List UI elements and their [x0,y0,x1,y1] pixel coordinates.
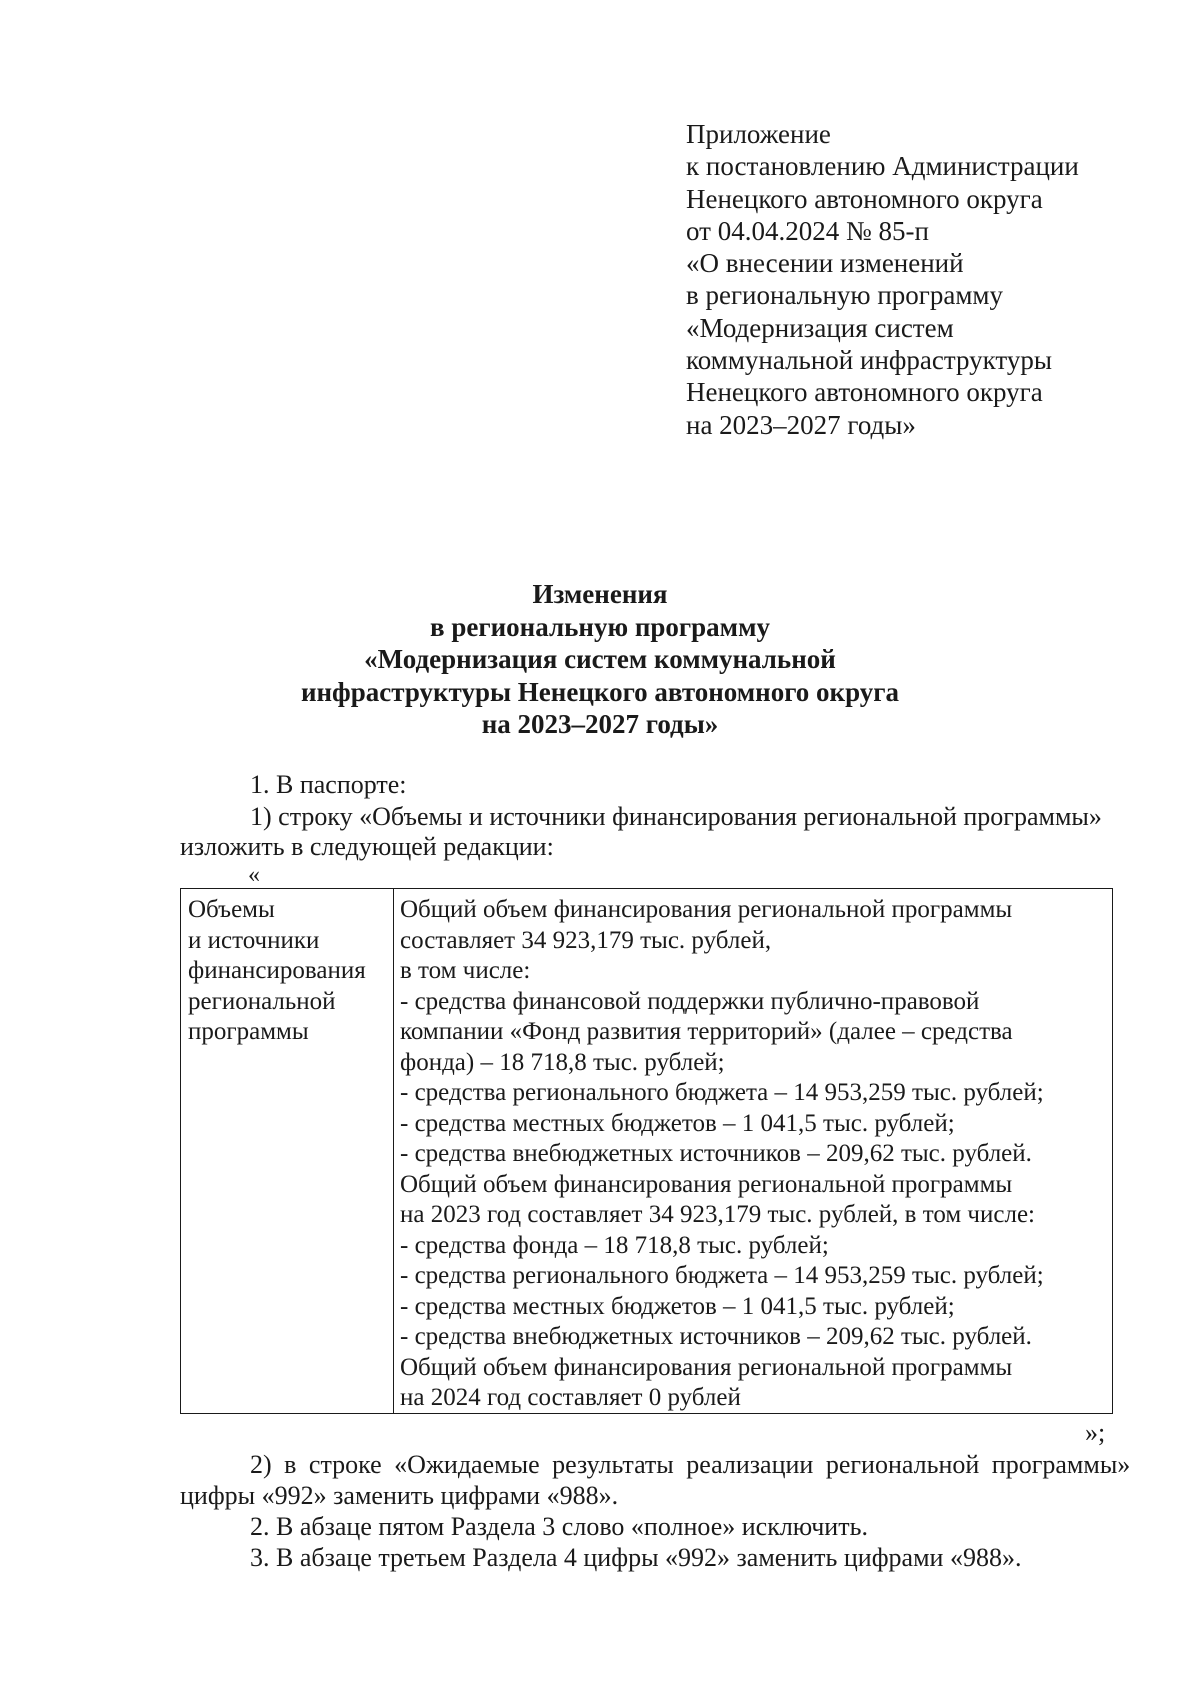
opening-quote: « [248,862,260,888]
content-line: - средства местных бюджетов – 1 041,5 тыс. рублей; [400,1109,955,1137]
content-line: на 2023 год составляет 34 923,179 тыс. рублей, в том числе: [400,1201,1035,1228]
content-line: - средства регионального бюджета – 14 953,259 тыс. рублей; [400,1079,1044,1106]
appendix-line: «О внесении изменений [686,248,964,279]
title-line: «Модернизация систем коммунальной [364,644,836,674]
content-line: Общий объем финансирования региональной программы [400,1170,1013,1198]
closing-quote: »; [1085,1418,1106,1447]
item1-sub1-line2: изложить в следующей редакции: [180,832,554,861]
item1-sub1-line1: 1) строку «Объемы и источники финансирования региональной программы» [250,802,1102,831]
appendix-line: коммунальной инфраструктуры [686,345,1052,376]
table-content-cell [400,895,1110,1414]
content-line: на 2024 год составляет 0 рублей [400,1384,741,1411]
title-line: Изменения [532,579,668,609]
appendix-line: на 2023–2027 годы» [686,409,916,440]
appendix-header [686,118,1166,441]
label-line: региональной [188,987,336,1015]
appendix-line: в региональную программу [686,280,1004,311]
title-line: на 2023–2027 годы» [481,709,719,739]
passport-table [180,888,1113,1414]
content-line: - средства местных бюджетов – 1 041,5 тыс. рублей; [400,1292,955,1320]
content-line: - средства финансовой поддержки публично-правовой [400,987,980,1015]
content-line: - средства фонда – 18 718,8 тыс. рублей; [400,1231,829,1259]
item2-paragraph: 2. В абзаце пятом Раздела 3 слово «полное» исключить. [250,1512,868,1541]
item1-sub2-line2: цифры «992» заменить цифрами «988». [180,1481,619,1510]
appendix-line: Ненецкого автономного округа [686,183,1043,214]
item3-paragraph: 3. В абзаце третьем Раздела 4 цифры «992» заменить цифрами «988». [250,1543,1022,1572]
table-label-cell [188,895,388,1048]
appendix-line: «Модернизация систем [686,312,954,343]
appendix-line: от 04.04.2024 № 85-п [686,215,929,246]
title-line: в региональную программу [430,611,770,642]
label-line: Объемы [188,896,275,923]
content-line: Общий объем финансирования региональной программы [400,1353,1013,1381]
content-line: составляет 34 923,179 тыс. рублей, [400,926,772,954]
label-line: и источники [188,926,320,954]
appendix-line: Ненецкого автономного округа [686,377,1043,408]
content-line: Общий объем финансирования региональной программы [400,896,1013,923]
appendix-line: Приложение [686,119,831,149]
document-title [150,578,1050,741]
content-line: фонда) – 18 718,8 тыс. рублей; [400,1048,725,1076]
table-column-divider [393,889,394,1413]
appendix-line: к постановлению Администрации [686,151,1079,182]
label-line: финансирования [188,957,366,984]
content-line: - средства внебюджетных источников – 209,62 тыс. рублей. [400,1140,1032,1167]
label-line: программы [188,1018,309,1045]
content-line: - средства внебюджетных источников – 209,62 тыс. рублей. [400,1323,1032,1350]
item1-sub2-line1: 2) в строке «Ожидаемые результаты реализации региональной программы» [250,1450,1131,1479]
item1-heading: 1. В паспорте: [250,770,407,799]
title-line: инфраструктуры Ненецкого автономного округа [300,676,900,707]
content-line: - средства регионального бюджета – 14 953,259 тыс. рублей; [400,1262,1044,1289]
content-line: в том числе: [400,957,531,984]
content-line: компании «Фонд развития территорий» (далее – средства [400,1018,1013,1045]
